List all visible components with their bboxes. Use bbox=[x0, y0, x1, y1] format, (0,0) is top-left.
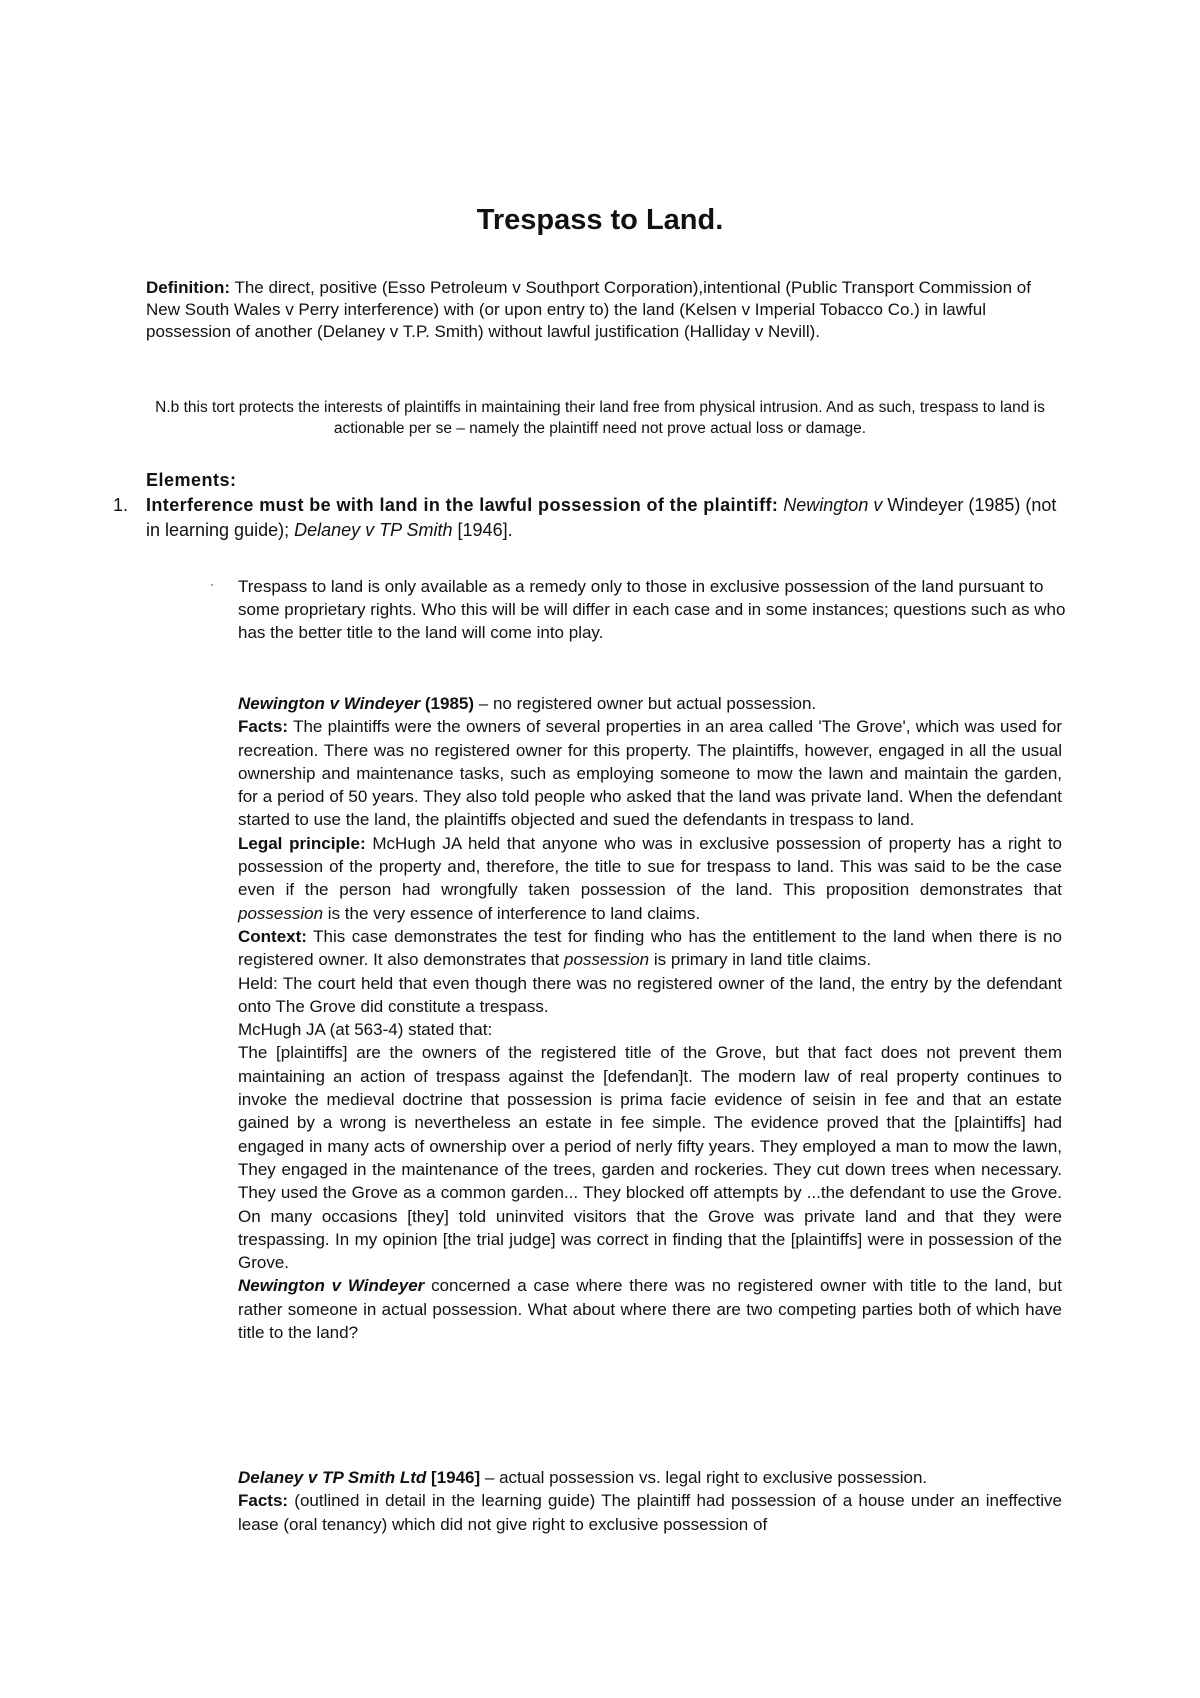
nota-bene-note: N.b this tort protects the interests of plaintiffs in maintaining their land free from physical intrusion. And as such, trespass to land is actionable per se – namely the plaintiff need not prove actual loss or damage. bbox=[155, 399, 1045, 437]
context-label: Context: bbox=[238, 926, 307, 946]
case-quote: The [plaintiffs] are the owners of the registered title of the Grove, but that fact does not prevent them maintaining an action of trespass against the [defendan]t. The modern law of real property continues to invoke the medieval doctrine that possession is prima facie evidence of seisin in fee and that an estate gained by a wrong is nevertheless an estate in fee simple. The evidence proved that the [plaintiffs] had engaged in many acts of ownership over a period of nerly fifty years. They employed a man to mow the lawn, They engaged in the maintenance of the trees, garden and rockeries. They cut down trees when necessary. They used the Grove as a common garden... They blocked off attempts by ...the defendant to use the Grove. On many occasions [they] told uninvited visitors that the Grove was private land and that they were trespassing. In my opinion [the trial judge] was correct in finding that the [plaintiffs] were in possession of the Grove. bbox=[238, 1043, 1062, 1273]
case-concern-text: concerned a case where there was no registered owner with title to the land, but rather someone in actual possession. What about where there are two competing parties both of which have title to the land? bbox=[238, 1276, 1062, 1343]
case-name: Newington v Windeyer bbox=[238, 694, 421, 713]
element-case-delaney: Delaney v TP Smith bbox=[294, 520, 453, 540]
bullet-icon: · bbox=[210, 577, 214, 591]
bullet-point bbox=[207, 575, 1067, 644]
facts-label: Facts: bbox=[238, 1491, 289, 1511]
facts-text: The plaintiffs were the owners of several properties in an area called 'The Grove', which was used for recreation. There was no registered owner for this property. The plaintiffs, however, engaged in all the usual ownership and maintenance tasks, such as employing someone to mow the lawn and maintain the garden, for a period of 50 years. They also told people who asked that the land was private land. When the defendant started to use the land, the plaintiffs objected and sued the defendants in trespass to land. bbox=[238, 717, 1062, 830]
legal-principle-text: McHugh JA held that anyone who was in exclusive possession of property has a right to possession of the property and, therefore, the title to sue for trespass to land. This was said to be the case even if the person had wrongfully taken possession of the land. This proposition demonstrates that bbox=[238, 833, 1062, 900]
legal-principle-text-end: is the very essence of interference to land claims. bbox=[327, 903, 701, 923]
context-text: This case demonstrates the test for finding who has the entitlement to the land when there is no registered owner. It also demonstrates that bbox=[238, 926, 1062, 970]
case-facts bbox=[238, 715, 1062, 831]
legal-principle-emphasis: possession bbox=[238, 903, 324, 923]
context-emphasis: possession bbox=[564, 950, 650, 970]
case-summary: – actual possession vs. legal right to exclusive possession. bbox=[484, 1468, 928, 1487]
case-concern bbox=[238, 1274, 1062, 1344]
facts-text: (outlined in detail in the learning guide) The plaintiff had possession of a house under an ineffective lease (oral tenancy) which did not give right to exclusive possession of bbox=[238, 1491, 1062, 1534]
page-title: Trespass to Land. bbox=[476, 204, 724, 236]
case-judge-statement: McHugh JA (at 563-4) stated that: bbox=[238, 1020, 493, 1040]
case-year: (1985) bbox=[424, 694, 475, 713]
element-mid-text: Windeyer (1985) (not in learning guide); bbox=[146, 495, 1057, 540]
case-held: Held: The court held that even though there was no registered owner of the land, the entry by the defendant onto The Grove did constitute a trespass. bbox=[238, 973, 1062, 1016]
case-legal-principle bbox=[238, 832, 1062, 925]
case-facts bbox=[238, 1489, 1062, 1536]
element-body bbox=[146, 493, 1073, 543]
case-summary: – no registered owner but actual possession. bbox=[478, 694, 817, 713]
element-number: 1. bbox=[113, 495, 129, 515]
legal-principle-label: Legal principle: bbox=[238, 833, 366, 853]
context-text-end: is primary in land title claims. bbox=[653, 950, 872, 970]
bullet-text: Trespass to land is only available as a remedy only to those in exclusive possession of the land pursuant to some proprietary rights. Who this will be will differ in each case and in some instances; questions such as who has the better title to the land will come into play. bbox=[238, 577, 1066, 642]
definition-text: The direct, positive (Esso Petroleum v Southport Corporation),intentional (Public Transport Commission of New South Wales v Perry interference) with (or upon entry to) the land (Kelsen v Imperial Tobacco Co.) in lawful possession of another (Delaney v T.P. Smith) without lawful justification (Halliday v Nevill). bbox=[146, 278, 1031, 341]
case-year: [1946] bbox=[431, 1468, 481, 1487]
case-newington-block bbox=[238, 692, 1062, 1344]
case-heading bbox=[238, 1466, 1062, 1489]
case-heading bbox=[238, 692, 1062, 715]
definition-paragraph bbox=[146, 277, 1066, 343]
case-concern-name: Newington v Windeyer bbox=[238, 1276, 425, 1296]
facts-label: Facts: bbox=[238, 717, 289, 737]
elements-heading: Elements: bbox=[146, 470, 237, 490]
element-item-1 bbox=[113, 493, 1073, 543]
case-delaney-block bbox=[238, 1466, 1062, 1536]
definition-label: Definition: bbox=[146, 278, 231, 297]
element-bold-heading: Interference must be with land in the lawful possession of the plaintiff: bbox=[146, 495, 779, 515]
case-name: Delaney v TP Smith Ltd bbox=[238, 1468, 427, 1487]
case-context bbox=[238, 925, 1062, 972]
element-case-newington: Newington v bbox=[783, 495, 883, 515]
element-end-text: [1946]. bbox=[457, 520, 513, 540]
